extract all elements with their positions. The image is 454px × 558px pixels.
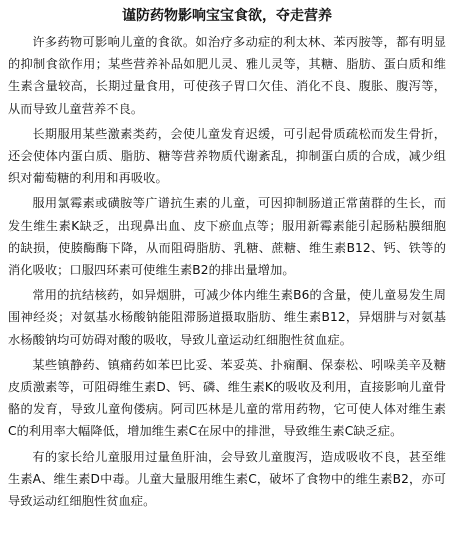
paragraph-1: 许多药物可影响儿童的食欲。如治疗多动症的利太林、苯丙胺等，都有明显的抑制食欲作用；某些营养补品如肥儿灵、雅儿灵等，其糖、脂肪、蛋白质和维生素含量较高，长期过量食用，可使孩子胃口欠佳、消化不良、腹胀、腹泻等，从而导致儿童营养不良。 xyxy=(8,35,446,116)
paragraph-2: 长期服用某些激素类药，会使儿童发育迟缓，可引起骨质疏松而发生骨折，还会使体内蛋白质、脂肪、糖等营养物质代谢紊乱，抑制蛋白质的合成，减少组织对葡萄糖的利用和再吸收。 xyxy=(8,126,446,186)
article-title: 谨防药物影响宝宝食欲，夺走营养 xyxy=(122,8,332,24)
paragraph-4: 常用的抗结核药，如异烟肼，可减少体内维生素B6的含量，使儿童易发生周围神经炎；对氨基水杨酸钠能阻滞肠道摄取脂肪、维生素B12，异烟肼与对氨基水杨酸钠均可妨碍对酸的吸收，导致儿童运动红细胞性贫血症。 xyxy=(8,288,446,347)
paragraph-6: 有的家长给儿童服用过量鱼肝油，会导致儿童腹泻，造成吸收不良，甚至维生素A、维生素D中毒。儿童大量服用维生素C，破坏了食物中的维生素B2，亦可导致运动红细胞性贫血症。 xyxy=(8,449,446,509)
paragraph-5: 某些镇静药、镇痛药如苯巴比妥、苯妥英、扑痫酮、保泰松、吲哚美辛及糖皮质激素等，可阻碍维生素D、钙、磷、维生素K的吸收及利用，直接影响儿童骨骼的发育，导致儿童佝偻病。阿司匹林是儿童的常用药物，它可使人体对维生素C的利用率大幅降低，增加维生素C在尿中的排泄，导致维生素C缺乏症。 xyxy=(8,357,446,439)
paragraph-3: 服用氯霉素或磺胺等广谱抗生素的儿童，可因抑制肠道正常菌群的生长，而发生维生素K缺乏，出现鼻出血、皮下瘀血点等；服用新霉素能引起肠粘膜细胞的缺损，使腠酶酶下降，从而阻碍脂肪、乳糖、蔗糖、维生素B12、钙、铁等的消化吸收；口服四环素可使维生素B2的排出量增加。 xyxy=(8,196,446,278)
